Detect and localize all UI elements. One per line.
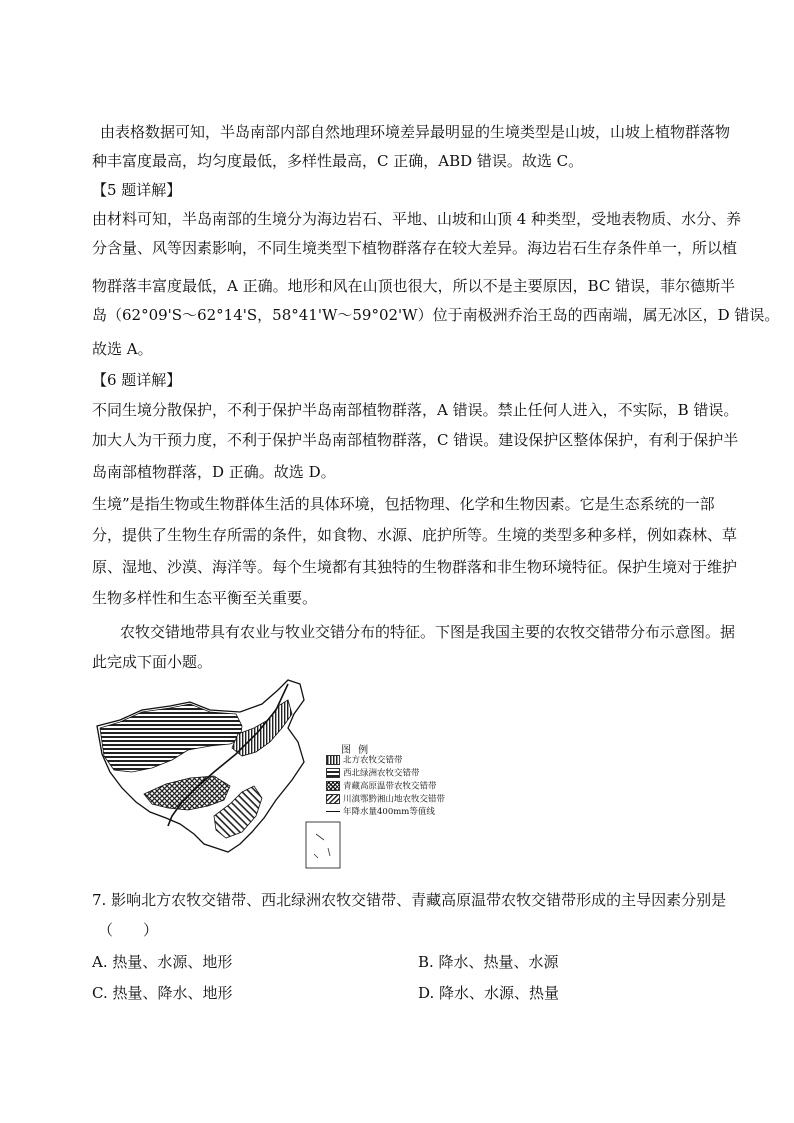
text-line: 加大人为干预力度，不利于保护半岛南部植物群落，C 错误。建设保护区整体保护，有利于保护半 [92, 431, 739, 449]
legend-swatch [326, 768, 340, 778]
legend-swatch [326, 781, 340, 791]
south-china-sea-inset [306, 822, 340, 868]
section-heading-5: 【5 题详解】 [92, 181, 182, 199]
text-line: 种丰富度最高，均匀度最低，多样性最高，C 正确，ABD 错误。故选 C。 [92, 152, 584, 170]
legend-label: 西北绿洲农牧交错带 [343, 768, 420, 779]
text-line: 由表格数据可知，半岛南部内部自然地理环境差异最明显的生境类型是山坡，山坡上植物群落物 [100, 123, 731, 141]
text-line: 分含量、风等因素影响，不同生境类型下植物群落存在较大差异。海边岩石生存条件单一，所以植 [92, 239, 738, 257]
legend-label: 川滇鄂黔湘山地农牧交错带 [343, 794, 446, 805]
text-line: 由材料可知，半岛南部的生境分为海边岩石、平地、山坡和山顶 4 种类型，受地表物质、水分、养 [92, 210, 742, 228]
text-line: 原、湿地、沙漠、海洋等。每个生境都有其独特的生物群落和非生物环境特征。保护生境对于维护 [92, 558, 738, 576]
option-d: D. 降水、水源、热量 [418, 984, 560, 1002]
question-stem: 7. 影响北方农牧交错带、西北绿洲农牧交错带、青藏高原温带农牧交错带形成的主导因素分别是 [92, 891, 727, 909]
legend-label: 青藏高原温带农牧交错带 [343, 781, 437, 792]
option-a: A. 热量、水源、地形 [92, 953, 233, 971]
text-line: 岛南部植物群落，D 正确。故选 D。 [92, 463, 336, 481]
text-line: 生境”是指生物或生物群体生活的具体环境，包括物理、化学和生物因素。它是生态系统的一部 [92, 495, 715, 513]
text-line: 岛（62°09'S～62°14'S，58°41'W～59°02'W）位于南极洲乔治王岛的西南端，属无冰区，D 错误。 [92, 306, 780, 324]
text-line: 物群落丰富度最低，A 正确。地形和风在山顶也很大，所以不是主要原因，BC 错误，菲尔德斯半 [92, 277, 736, 295]
text-line: 农牧交错地带具有农业与牧业交错分布的特征。下图是我国主要的农牧交错带分布示意图。据 [120, 623, 736, 641]
legend-label: 北方农牧交错带 [343, 755, 403, 766]
legend-item-qinghai-tibet [326, 781, 437, 791]
legend-swatch [326, 794, 340, 804]
text-line: 分，提供了生物生存所需的条件，如食物、水源、庇护所等。生境的类型多种多样，例如森林、草 [92, 526, 738, 544]
section-heading-6: 【6 题详解】 [92, 371, 182, 389]
china-agro-pastoral-map [92, 676, 486, 872]
legend-item-northern [326, 755, 403, 765]
text-line: 不同生境分散保护，不利于保护半岛南部植物群落，A 错误。禁止任何人进入，不实际，B 错误。 [92, 401, 739, 419]
legend-item-northwest [326, 768, 420, 778]
text-line: 故选 A。 [92, 340, 153, 358]
legend-swatch [326, 755, 340, 765]
legend-line [326, 811, 340, 812]
answer-parenthesis: （ ） [98, 921, 159, 939]
legend-label: 年降水量400mm等值线 [343, 807, 435, 817]
option-b: B. 降水、热量、水源 [418, 953, 559, 971]
legend-title: 图 例 [341, 745, 371, 756]
legend-item-southwest [326, 794, 445, 804]
text-line: 此完成下面小题。 [92, 653, 213, 671]
text-line: 生物多样性和生态平衡至关重要。 [92, 589, 318, 607]
legend-item-isoline [326, 807, 435, 817]
option-c: C. 热量、降水、地形 [92, 984, 233, 1002]
